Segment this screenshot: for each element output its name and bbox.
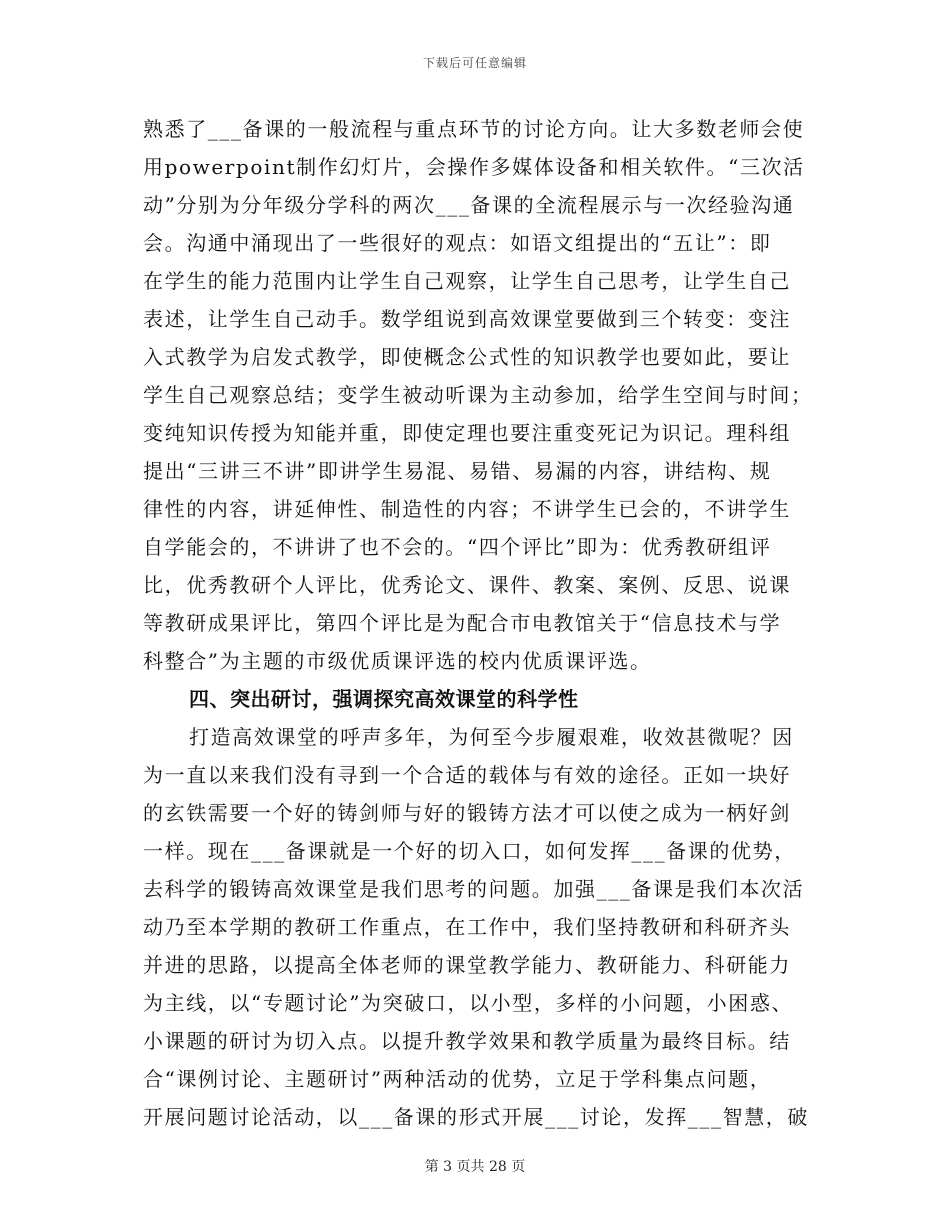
text-line: 入式教学为启发式教学，即使概念公式性的知识教学也要如此，要让 [143,345,791,369]
text-line: 并进的思路，以提高全体老师的课堂教学能力、教研能力、科研能力 [143,953,791,977]
text-line: 为主线，以“专题讨论”为突破口，以小型，多样的小问题，小困惑、 [143,991,794,1015]
text-line: 开展问题讨论活动，以___备课的形式开展___讨论，发挥___智慧，破 [143,1105,809,1129]
page-footer: 第 3 页共 28 页 [424,1159,526,1175]
text-line: 等教研成果评比，第四个评比是为配合市电教馆关于“信息技术与学 [143,611,782,635]
text-line: 提出“三讲三不讲”即讲学生易混、易错、易漏的内容，讲结构、规 [143,459,772,483]
text-line: 一样。现在___备课就是一个好的切入口，如何发挥___备课的优势， [143,839,796,863]
text-line: 动”分别为分年级分学科的两次___备课的全流程展示与一次经验沟通 [143,193,795,217]
text-line: 熟悉了___备课的一般流程与重点环节的讨论方向。让大多数老师会使 [143,117,805,141]
text-line: 会。沟通中涌现出了一些很好的观点：如语文组提出的“五让”：即 [143,231,772,255]
text-line: 表述，让学生自己动手。数学组说到高效课堂要做到三个转变：变注 [143,307,791,331]
section-heading: 四、突出研讨，强调探究高效课堂的科学性 [189,687,579,711]
text-line: 变纯知识传授为知能并重，即使定理也要注重变死记为识记。理科组 [143,421,791,445]
text-line: 在学生的能力范围内让学生自己观察，让学生自己思考，让学生自己 [143,269,791,293]
text-line: 的玄铁需要一个好的铸剑师与好的锻铸方法才可以使之成为一柄好剑 [143,801,791,825]
text-line: 合“课例讨论、主题研讨”两种活动的优势，立足于学科集点问题， [143,1067,772,1091]
text-line: 动乃至本学期的教研工作重点，在工作中，我们坚持教研和科研齐头 [143,915,791,939]
text-line: 律性的内容，讲延伸性、制造性的内容；不讲学生已会的，不讲学生 [143,497,791,521]
text-line: 科整合”为主题的市级优质课评选的校内优质课评选。 [143,649,652,673]
text-line: 为一直以来我们没有寻到一个合适的载体与有效的途径。正如一块好 [143,763,791,787]
text-line: 比，优秀教研个人评比，优秀论文、课件、教案、案例、反思、说课 [143,573,791,597]
page-header: 下载后可任意编辑 [422,56,527,70]
document-body [143,110,813,1136]
text-line: 打造高效课堂的呼声多年，为何至今步履艰难，收效甚微呢？因 [189,725,794,749]
text-line: 小课题的研讨为切入点。以提升教学效果和教学质量为最终目标。结 [143,1029,791,1053]
text-line: 去科学的锻铸高效课堂是我们思考的问题。加强___备课是我们本次活 [143,877,805,901]
text-line: 学生自己观察总结；变学生被动听课为主动参加，给学生空间与时间； [143,383,813,407]
text-line: 用powerpoint制作幻灯片，会操作多媒体设备和相关软件。“三次活 [143,155,805,179]
text-line: 自学能会的，不讲讲了也不会的。“四个评比”即为：优秀教研组评 [143,535,772,559]
